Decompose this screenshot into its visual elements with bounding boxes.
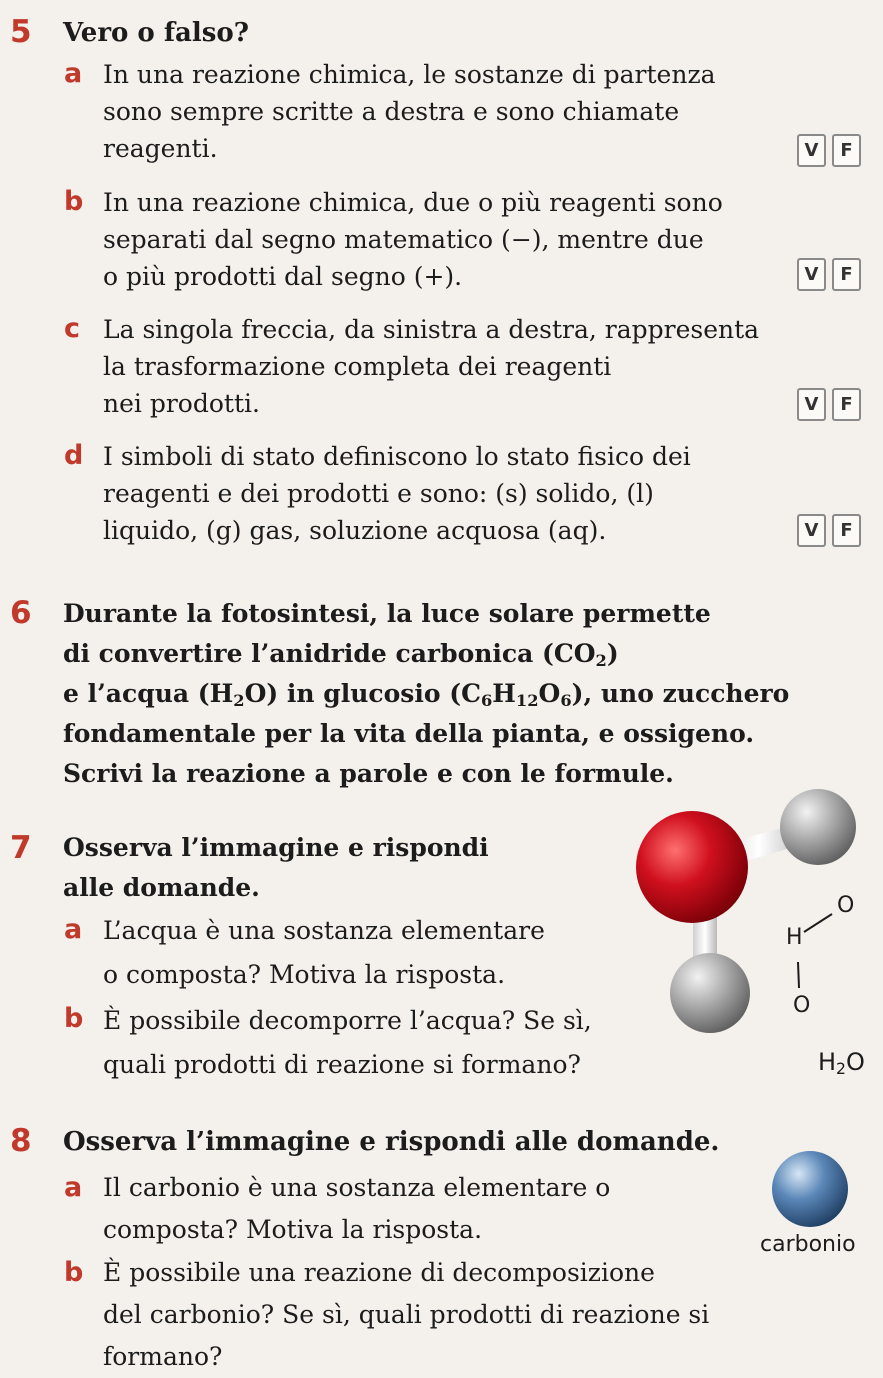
item-letter-5b: b: [64, 186, 84, 217]
item-line: o più prodotti dal segno (+).: [103, 262, 463, 291]
item-line: la trasformazione completa dei reagenti: [103, 352, 612, 381]
text-fragment: H: [492, 679, 516, 708]
carbon-atom: [772, 1151, 848, 1227]
subscript: 12: [515, 691, 539, 711]
carbon-atom-model: [768, 1147, 852, 1231]
false-box-5c[interactable]: F: [832, 388, 861, 421]
item-line: del carbonio? Se sì, quali prodotti di reazione si: [103, 1300, 710, 1329]
item-line: È possibile una reazione di decomposizione: [103, 1258, 655, 1287]
item-letter-7b: b: [64, 1003, 84, 1034]
text-fragment: ): [606, 639, 619, 668]
question-6-line: Durante la fotosintesi, la luce solare permette: [63, 599, 711, 628]
carbon-label: carbonio: [760, 1232, 856, 1257]
item-letter-8b: b: [64, 1257, 84, 1288]
atom-label-bottom: O: [793, 993, 811, 1018]
atom-label-mid: H: [786, 925, 803, 950]
item-line: formano?: [103, 1342, 223, 1371]
question-6-line: [63, 674, 789, 714]
item-line: separati dal segno matematico (−), mentre due: [103, 225, 704, 254]
question-6-line: fondamentale per la vita della pianta, e ossigeno.: [63, 719, 755, 748]
false-box-5b[interactable]: F: [832, 258, 861, 291]
item-line: liquido, (g) gas, soluzione acquosa (aq).: [103, 516, 607, 545]
item-line: In una reazione chimica, due o più reagenti sono: [103, 188, 723, 217]
item-text-8a: [103, 1167, 610, 1251]
question-6-text: [63, 594, 789, 794]
item-line: composta? Motiva la risposta.: [103, 1215, 483, 1244]
item-text-7b: [103, 999, 592, 1087]
true-box-5b[interactable]: V: [797, 258, 826, 291]
formula-part: O: [845, 1048, 865, 1076]
item-line: I simboli di stato definiscono lo stato fisico dei: [103, 442, 691, 471]
bond-lines: [780, 890, 850, 1000]
text-fragment: ), uno zucchero: [571, 679, 790, 708]
true-box-5d[interactable]: V: [797, 514, 826, 547]
water-formula: [818, 1048, 865, 1076]
subscript: 2: [233, 691, 245, 711]
subscript: 2: [595, 651, 607, 671]
item-line: In una reazione chimica, le sostanze di partenza: [103, 60, 716, 89]
subscript: 6: [560, 691, 572, 711]
text-fragment: di convertire l’anidride carbonica (CO: [63, 639, 596, 668]
item-line: quali prodotti di reazione si formano?: [103, 1050, 581, 1079]
item-text-8b: [103, 1252, 709, 1378]
true-box-5a[interactable]: V: [797, 134, 826, 167]
question-number-5: 5: [10, 14, 32, 50]
item-line: L’acqua è una sostanza elementare: [103, 916, 545, 945]
atom-label-top: O: [837, 893, 855, 918]
item-letter-5c: c: [64, 313, 81, 344]
question-6-line: Scrivi la reazione a parole e con le formule.: [63, 759, 674, 788]
item-text-5c: [103, 311, 759, 422]
text-fragment: O: [538, 679, 561, 708]
question-7-title: [63, 828, 489, 908]
text-fragment: e l’acqua (H: [63, 679, 234, 708]
question-8-title: Osserva l’immagine e rispondi alle domande.: [63, 1127, 720, 1157]
hydrogen-atom-top: [780, 789, 856, 865]
formula-subscript: 2: [836, 1059, 846, 1078]
item-line: La singola freccia, da sinistra a destra, rappresenta: [103, 315, 760, 344]
item-text-7a: [103, 909, 545, 997]
formula-part: H: [818, 1048, 837, 1076]
item-line: Il carbonio è una sostanza elementare o: [103, 1173, 611, 1202]
question-number-8: 8: [10, 1123, 32, 1159]
subscript: 6: [480, 691, 493, 711]
text-fragment: O) in glucosio (C: [244, 679, 481, 708]
question-number-6: 6: [10, 595, 32, 631]
title-line: alle domande.: [63, 873, 260, 902]
item-letter-5d: d: [64, 440, 84, 471]
item-text-5a: [103, 56, 716, 167]
item-line: sono sempre scritte a destra e sono chiamate: [103, 97, 680, 126]
hydrogen-atom-bottom: [670, 953, 750, 1033]
item-line: È possibile decomporre l’acqua? Se sì,: [103, 1006, 592, 1035]
item-text-5b: [103, 184, 723, 295]
item-line: reagenti.: [103, 134, 218, 163]
item-line: o composta? Motiva la risposta.: [103, 960, 506, 989]
question-6-line: [63, 634, 789, 674]
item-line: nei prodotti.: [103, 389, 260, 418]
title-line: Osserva l’immagine e rispondi: [63, 833, 489, 862]
item-text-5d: [103, 438, 691, 549]
false-box-5d[interactable]: F: [832, 514, 861, 547]
false-box-5a[interactable]: F: [832, 134, 861, 167]
oxygen-atom: [636, 811, 748, 923]
question-number-7: 7: [10, 830, 32, 866]
item-letter-8a: a: [64, 1172, 83, 1203]
true-box-5c[interactable]: V: [797, 388, 826, 421]
question-5-title: Vero o falso?: [63, 18, 249, 48]
item-line: reagenti e dei prodotti e sono: (s) solido, (l): [103, 479, 654, 508]
item-letter-7a: a: [64, 914, 83, 945]
item-letter-5a: a: [64, 58, 83, 89]
